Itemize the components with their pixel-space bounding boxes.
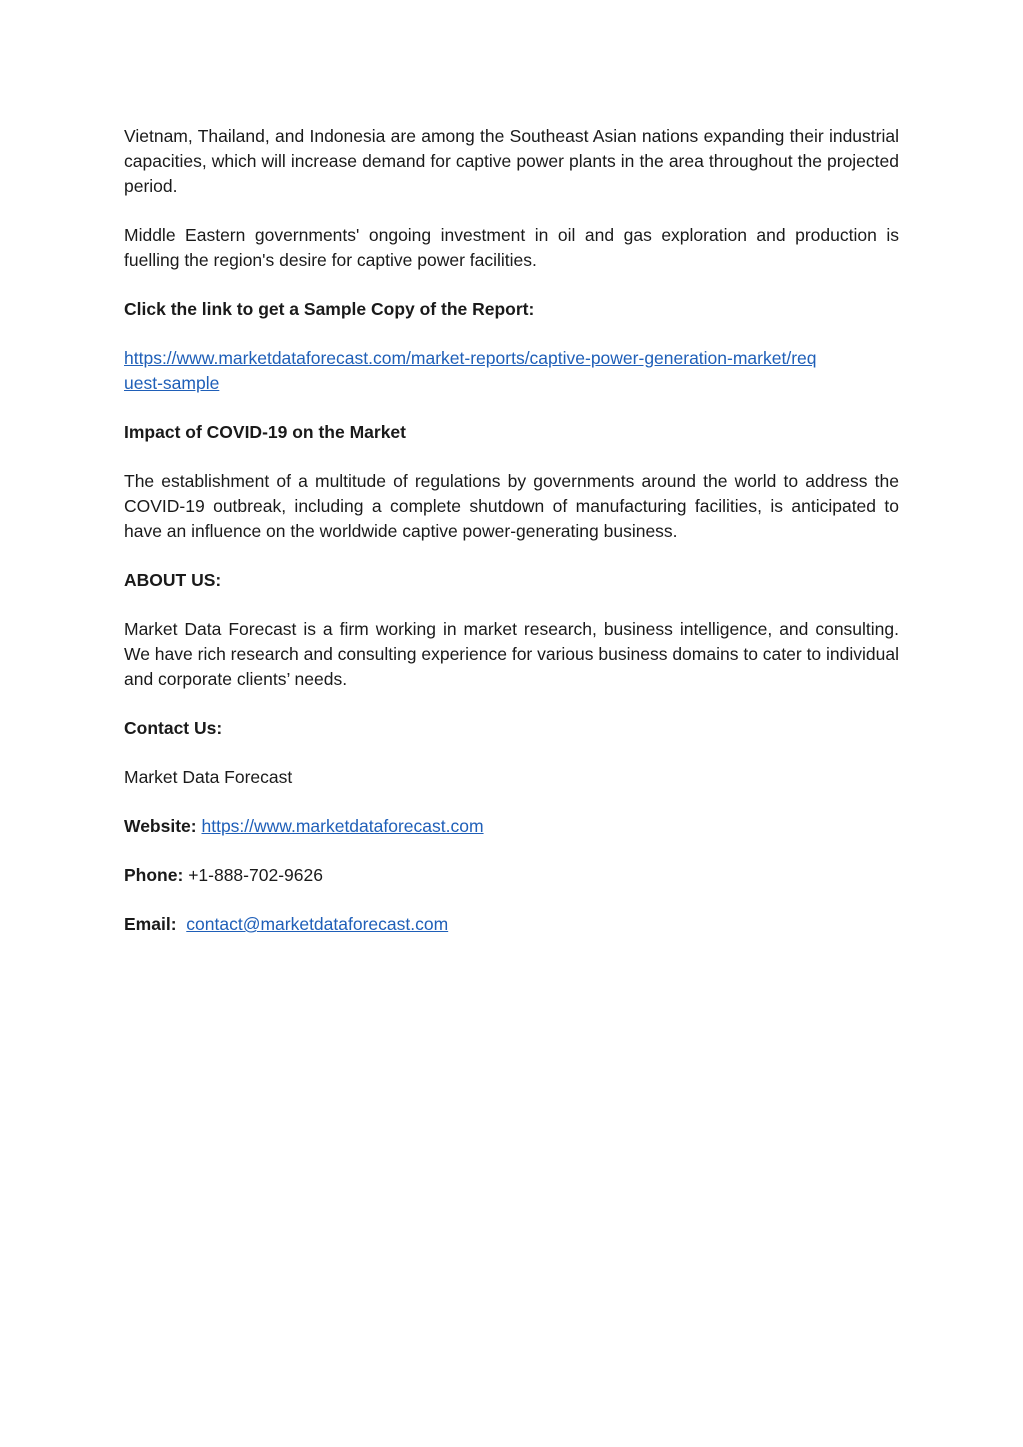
website-line	[124, 814, 899, 839]
sample-copy-heading: Click the link to get a Sample Copy of the Report:	[124, 299, 535, 319]
covid-paragraph: The establishment of a multitude of regulations by governments around the world to address the COVID-19 outbreak, including a complete shutdown of manufacturing facilities, is anticipated to have an influence on the worldwide captive power-generating business.	[124, 471, 899, 541]
phone-value: +1-888-702-9626	[188, 865, 323, 885]
phone-line	[124, 863, 899, 888]
document-page	[124, 124, 899, 961]
contact-heading: Contact Us:	[124, 718, 223, 738]
email-line	[124, 912, 899, 937]
phone-label: Phone:	[124, 865, 184, 885]
about-paragraph: Market Data Forecast is a firm working in market research, business intelligence, and consulting. We have rich research and consulting experience for various business domains to cater to individual and corporate clients’ needs.	[124, 619, 899, 689]
email-label: Email:	[124, 914, 177, 934]
about-heading: ABOUT US:	[124, 570, 222, 590]
sample-link-paragraph	[124, 346, 899, 396]
email-link[interactable]: contact@marketdataforecast.com	[186, 914, 449, 934]
paragraph-southeast-asia: Vietnam, Thailand, and Indonesia are among the Southeast Asian nations expanding their industrial capacities, which will increase demand for captive power plants in the area throughout the projected period.	[124, 126, 899, 196]
website-link[interactable]: https://www.marketdataforecast.com	[201, 816, 484, 836]
website-label: Website:	[124, 816, 197, 836]
company-name: Market Data Forecast	[124, 767, 293, 787]
sample-request-link[interactable]: https://www.marketdataforecast.com/market-reports/captive-power-generation-market/request-sample	[124, 348, 817, 393]
covid-heading: Impact of COVID-19 on the Market	[124, 422, 406, 442]
paragraph-middle-east: Middle Eastern governments' ongoing investment in oil and gas exploration and production is fuelling the region's desire for captive power facilities.	[124, 225, 899, 270]
